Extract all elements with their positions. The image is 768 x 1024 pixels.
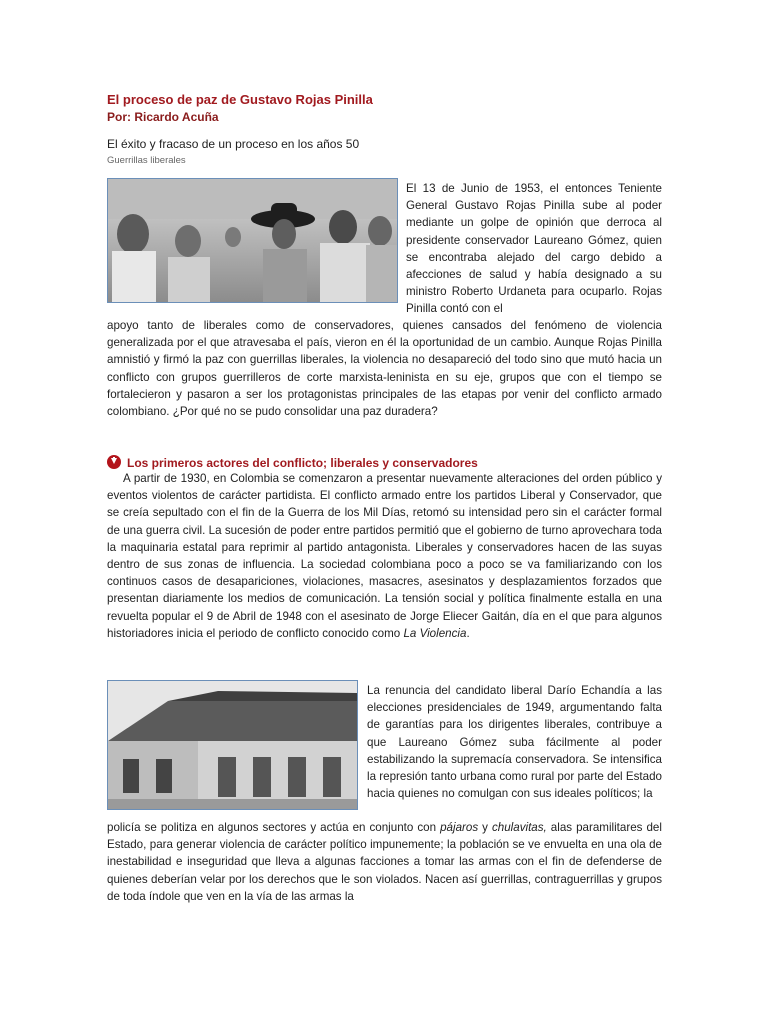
chulavitas-term: chulavitas, xyxy=(491,821,547,834)
paragraph-3-beside: La renuncia del candidato liberal Darío Echandía a las elecciones presidenciales de 1949, argumentando falta de garantías para los dirigentes liberales, contribuye a que Laureano Gómez suba fácilmente al poder estabilizando la supremacía conservadora. Se intensifica la represión tanto urbana como rural por parte del Estado hacia quienes no comulgan con sus ideales políticos; la xyxy=(367,684,662,801)
paragraph-3-full xyxy=(107,819,662,905)
section-heading-text: Los primeros actores del conflicto; liberales y conservadores xyxy=(127,456,478,470)
paragraph-1-full: apoyo tanto de liberales como de conservadores, quienes cansados del fenómeno de violencia generalizada por el que atravesaba el país, vieron en él la oportunidad de un cambio. Aunque Rojas Pinilla amnistió y firmó la paz con guerrillas liberales, la violencia no desapareció del todo sino que mutó hacia un conflicto con grupos guerrilleros de corte marxista-leninista en su eje, grupos que con el tiempo se fortalecieron y pasaron a ser los protagonistas principales de las etapas por venir del conflicto armado colombiano. ¿Por qué no se pudo consolidar una paz duradera? xyxy=(107,319,662,419)
guerrillas-photo xyxy=(107,178,398,303)
article-author: Por: Ricardo Acuña xyxy=(107,110,219,124)
paragraph-3-rest: alas paramilitares del Estado, para generar violencia de carácter político impunemente; la población se ve envuelta en una ola de inestabilidad e inseguridad que lleva a algunas facciones a tomar las armas con el fin de defenderse de quienes deberían velar por los derechos que le son violados. Nacen así guerrillas, contraguerrillas y grupos de toda índole que ven en la vía de las armas la xyxy=(107,821,662,903)
article-subtitle: El éxito y fracaso de un proceso en los años 50 xyxy=(107,137,360,151)
down-arrow-icon xyxy=(107,455,121,469)
damaged-building-photo xyxy=(107,680,358,810)
pajaros-term: pájaros xyxy=(440,821,479,834)
section-heading xyxy=(107,455,478,470)
image-caption: Guerrillas liberales xyxy=(107,155,186,166)
section-paragraph-text: A partir de 1930, en Colombia se comenzaron a presentar nuevamente alteraciones del orden público y eventos violentos de carácter partidista. El conflicto armado entre los partidos Liberal y Conservador, que se creía sepultado con el fin de la Guerra de los Mil Días, retomó su intensidad pero sin el carácter formal de una guerra civil. La sucesión de poder entre partidos permitió que el gobierno de turno aprovechara toda la maquinaria estatal para reprimir al partido antagonista. Liberales y conservadores hacen de las suyas dentro de sus zonas de influencia. La sociedad colombiana poco a poco se va familiarizando con los continuos casos de desapariciones, violaciones, masacres, asesinatos y desplazamientos forzados que presentan diariamente los medios de comunicación. La tensión social y política finalmente estalla en una revuelta popular el 9 de Abril de 1948 con el asesinato de Jorge Eliecer Gaitán, día en el que para algunos historiadores inicia el periodo de conflicto conocido como xyxy=(107,472,662,640)
article-title: El proceso de paz de Gustavo Rojas Pinilla xyxy=(107,92,373,107)
paragraph-3-start: policía se politiza en algunos sectores y actúa en conjunto con xyxy=(107,821,437,834)
section-paragraph xyxy=(107,470,662,642)
paragraph-1-beside: El 13 de Junio de 1953, el entonces Teniente General Gustavo Rojas Pinilla sube al poder mediante un golpe de opinión que derroca al presidente conservador Laureano Gómez, quien se encontraba alejado del cargo debido a afecciones de salud y había designado a su ministro Roberto Urdaneta para ocuparlo. Rojas Pinilla contó con el xyxy=(406,182,662,316)
la-violencia-term: La Violencia xyxy=(403,626,467,640)
paragraph-3-mid: y xyxy=(482,821,488,834)
section-paragraph-end: . xyxy=(466,626,470,640)
